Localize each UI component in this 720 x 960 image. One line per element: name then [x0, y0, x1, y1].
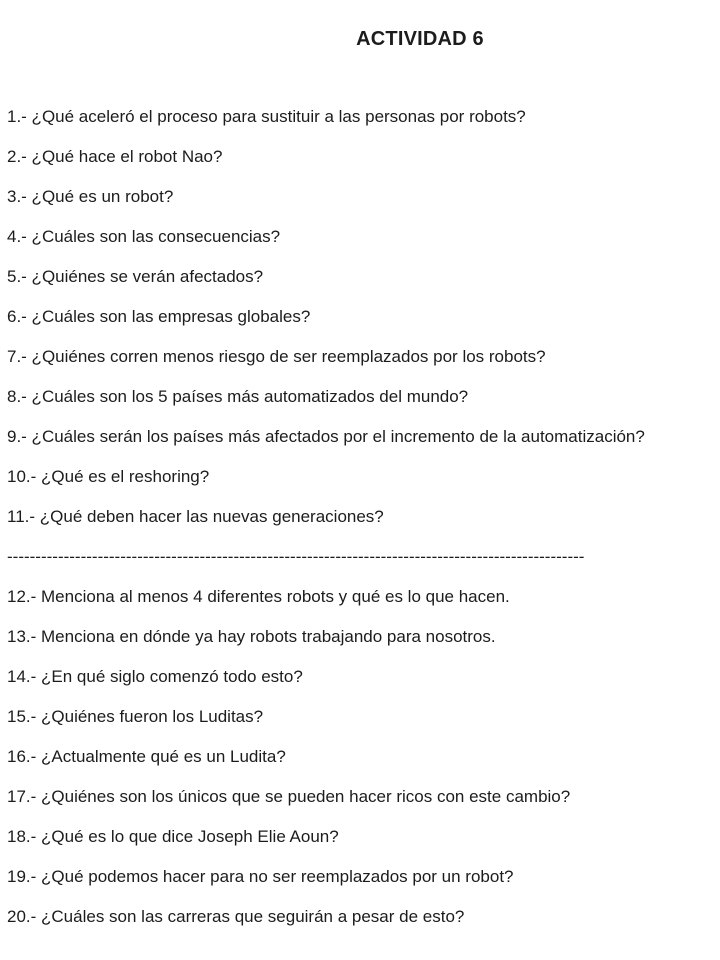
question-line-5: 5.- ¿Quiénes se verán afectados?	[7, 267, 264, 286]
question-line-1: 1.- ¿Qué aceleró el proceso para sustituir a las personas por robots?	[7, 107, 526, 126]
question-line-11: 11.- ¿Qué deben hacer las nuevas generaciones?	[7, 507, 384, 526]
question-line-18: 18.- ¿Qué es lo que dice Joseph Elie Aoun?	[7, 827, 339, 846]
question-line-16: 16.- ¿Actualmente qué es un Ludita?	[7, 747, 286, 766]
question-line-19: 19.- ¿Qué podemos hacer para no ser reemplazados por un robot?	[7, 867, 514, 886]
question-line-4: 4.- ¿Cuáles son las consecuencias?	[7, 227, 281, 246]
question-line-8: 8.- ¿Cuáles son los 5 países más automatizados del mundo?	[7, 387, 469, 406]
question-line-20: 20.- ¿Cuáles son las carreras que seguirán a pesar de esto?	[7, 907, 465, 926]
question-line-3: 3.- ¿Qué es un robot?	[7, 187, 174, 206]
question-line-14: 14.- ¿En qué siglo comenzó todo esto?	[7, 667, 303, 686]
question-line-2: 2.- ¿Qué hace el robot Nao?	[7, 147, 223, 166]
question-line-13: 13.- Menciona en dónde ya hay robots trabajando para nosotros.	[7, 627, 496, 646]
question-list	[7, 97, 720, 937]
question-line-17: 17.- ¿Quiénes son los únicos que se pueden hacer ricos con este cambio?	[7, 787, 571, 806]
question-line-7: 7.- ¿Quiénes corren menos riesgo de ser reemplazados por los robots?	[7, 347, 546, 366]
question-line-15: 15.- ¿Quiénes fueron los Luditas?	[7, 707, 264, 726]
question-line-12: 12.- Menciona al menos 4 diferentes robots y qué es lo que hacen.	[7, 587, 510, 606]
question-line-9: 9.- ¿Cuáles serán los países más afectados por el incremento de la automatización?	[7, 427, 645, 446]
dashed-separator: ------------------------------------------------------------------------------------------------------	[7, 547, 585, 566]
page-title: ACTIVIDAD 6	[356, 28, 484, 50]
question-line-6: 6.- ¿Cuáles son las empresas globales?	[7, 307, 311, 326]
question-line-10: 10.- ¿Qué es el reshoring?	[7, 467, 210, 486]
